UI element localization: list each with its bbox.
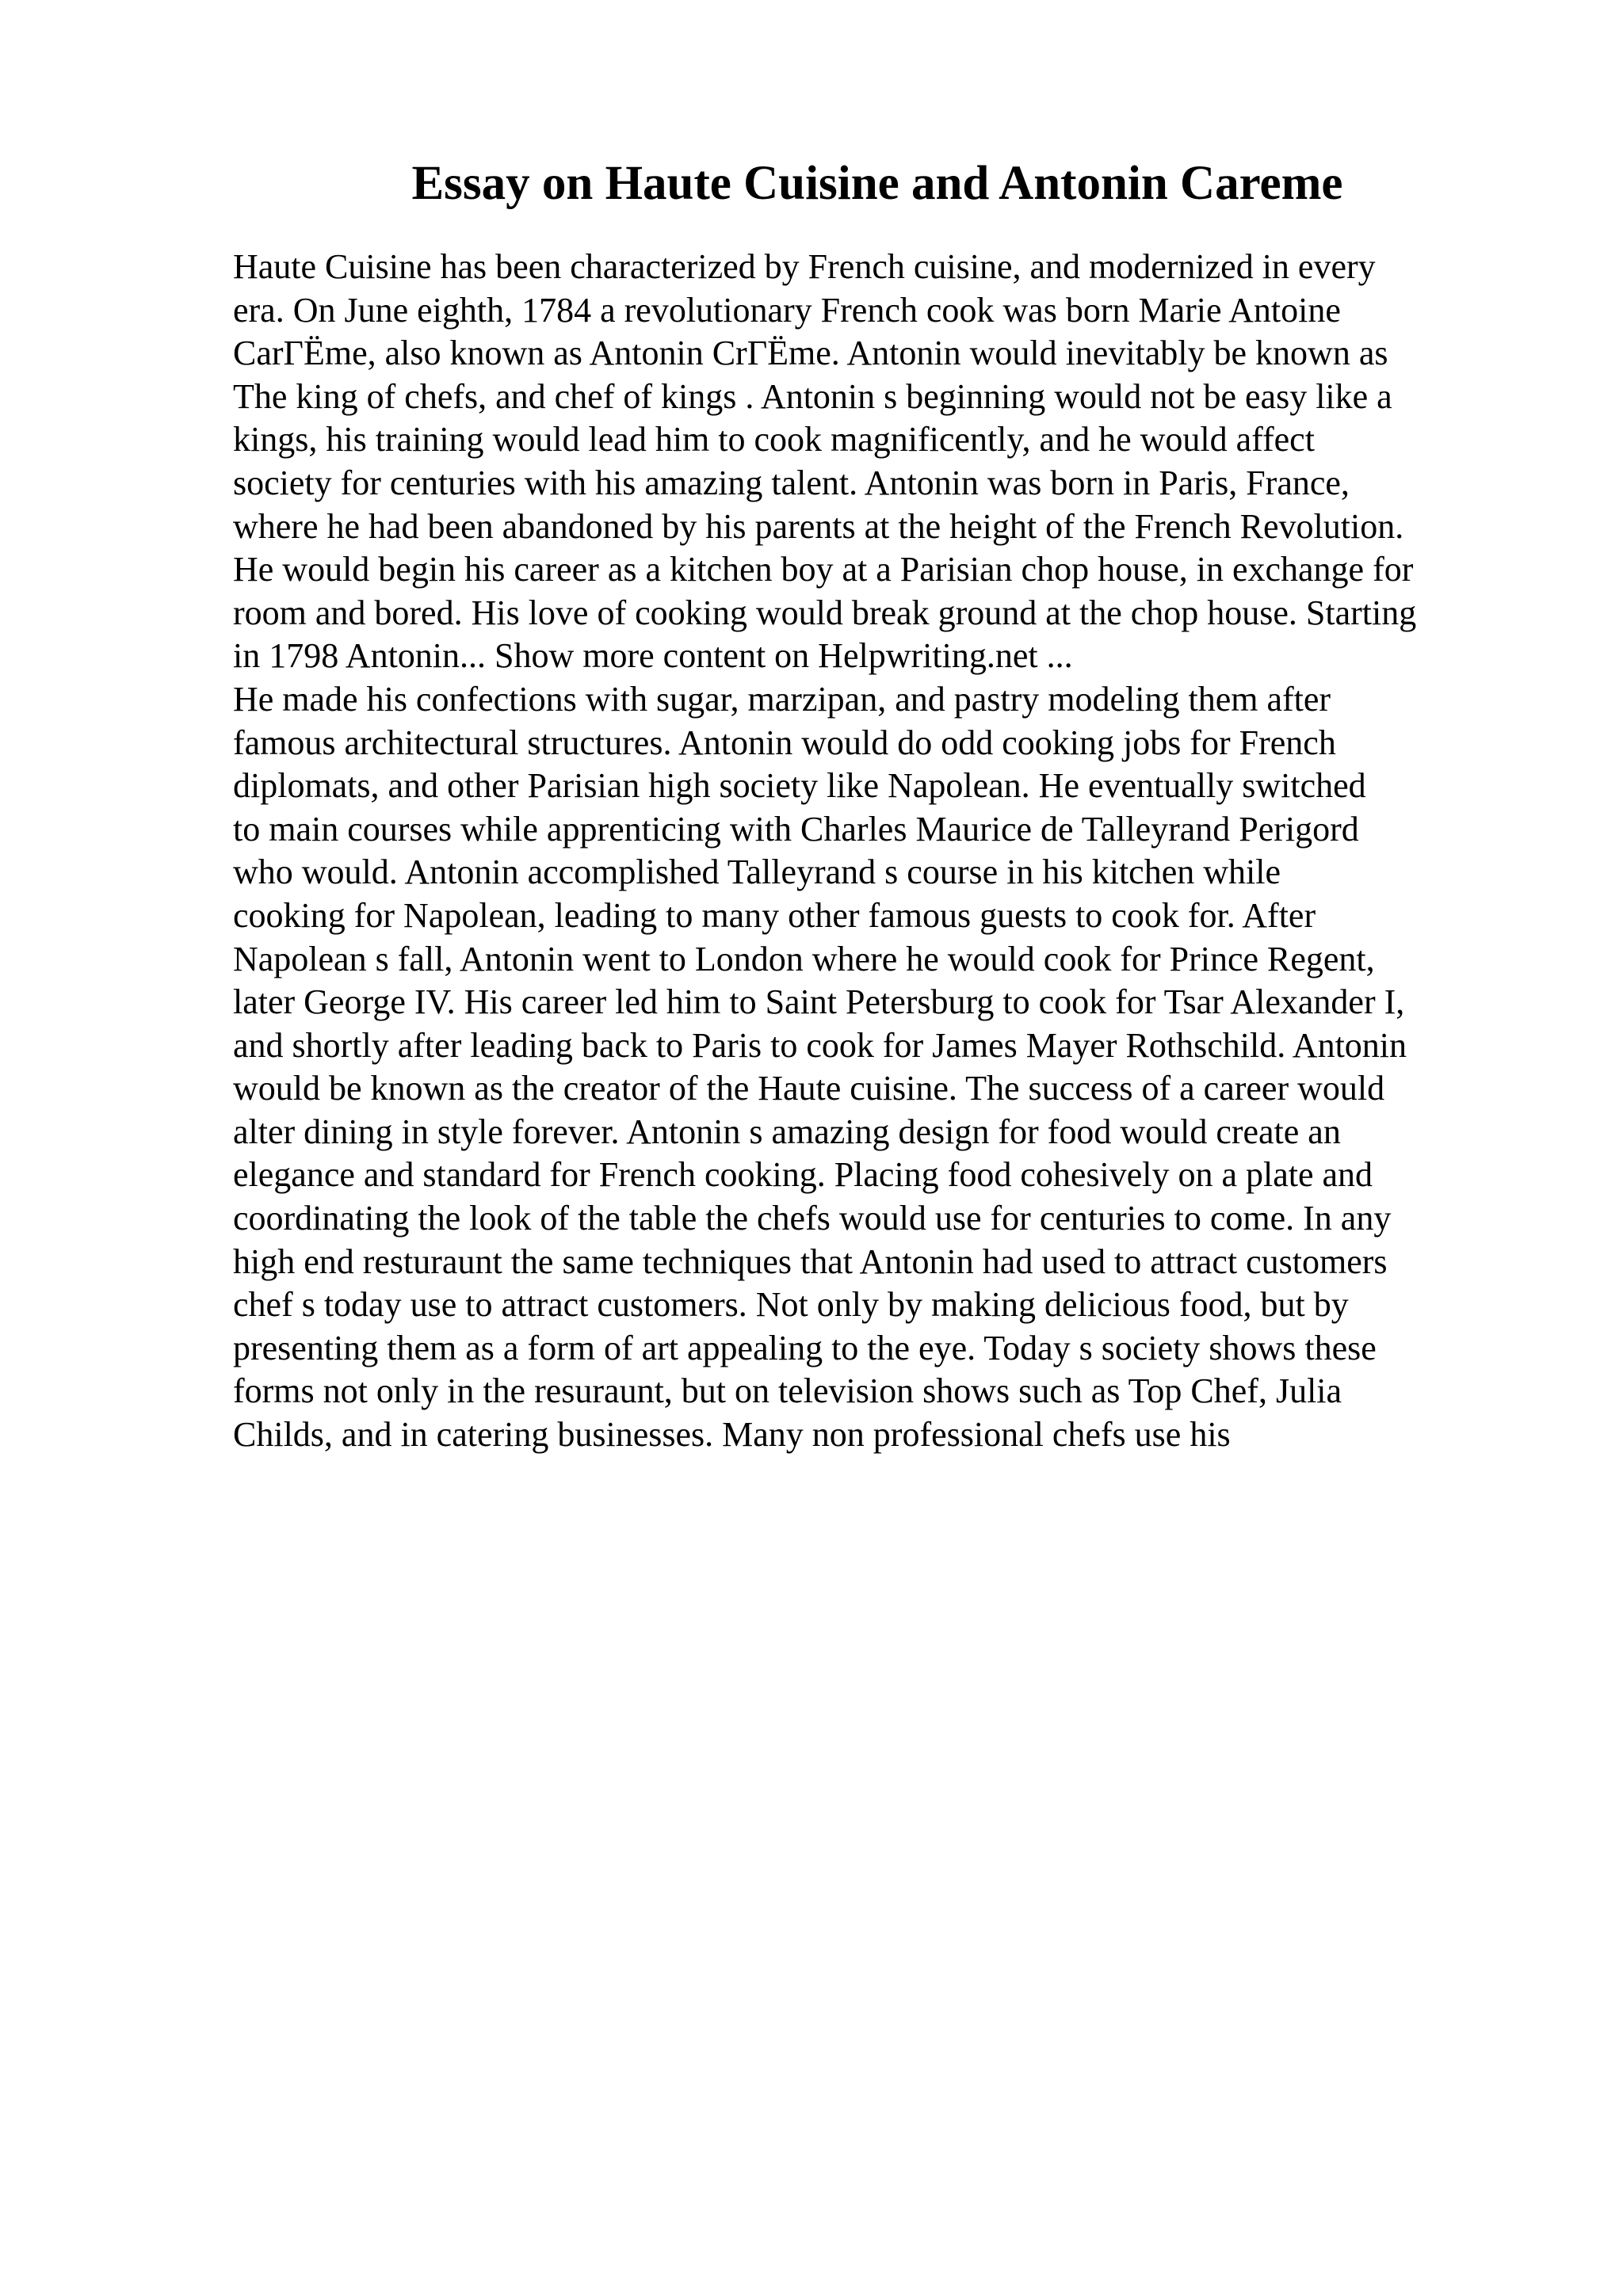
text-line: to main courses while apprenticing with Charles Maurice de Talleyrand Perigord — [233, 809, 1359, 849]
text-line: forms not only in the resuraunt, but on television shows such as Top Chef, Julia — [233, 1371, 1342, 1411]
text-line: who would. Antonin accomplished Talleyrand s course in his kitchen while — [233, 852, 1281, 892]
text-line: He would begin his career as a kitchen boy at a Parisian chop house, in exchange for — [233, 550, 1414, 589]
text-line: cooking for Napolean, leading to many other famous guests to cook for. After — [233, 895, 1316, 935]
text-line: later George IV. His career led him to Saint Petersburg to cook for Tsar Alexander I, — [233, 982, 1405, 1022]
text-line: famous architectural structures. Antonin would do odd cooking jobs for French — [233, 723, 1336, 762]
text-line: He made his confections with sugar, marzipan, and pastry modeling them after — [233, 679, 1331, 719]
text-line: elegance and standard for French cooking. Placing food cohesively on a plate and — [233, 1155, 1373, 1195]
text-line: presenting them as a form of art appealing to the eye. Today s society shows these — [233, 1328, 1377, 1367]
text-line: chef s today use to attract customers. Not only by making delicious food, but by — [233, 1285, 1349, 1325]
text-line: CarГЁme, also known as Antonin CrГЁme. Antonin would inevitably be known as — [233, 334, 1388, 373]
text-line: Childs, and in catering businesses. Many non professional chefs use his — [233, 1415, 1231, 1455]
document-title: Essay on Haute Cuisine and Antonin Careme — [411, 157, 1343, 210]
text-line: kings, his training would lead him to cook magnificently, and he would affect — [233, 420, 1315, 460]
text-line: society for centuries with his amazing talent. Antonin was born in Paris, France, — [233, 463, 1350, 502]
text-line: Napolean s fall, Antonin went to London where he would cook for Prince Regent, — [233, 939, 1375, 978]
text-line: room and bored. His love of cooking would break ground at the chop house. Starting — [233, 593, 1417, 632]
text-line: Haute Cuisine has been characterized by French cuisine, and modernized in every — [233, 247, 1376, 286]
text-line: The king of chefs, and chef of kings . Antonin s beginning would not be easy like a — [233, 376, 1392, 416]
text-line: coordinating the look of the table the chefs would use for centuries to come. In any — [233, 1199, 1392, 1238]
text-line: would be known as the creator of the Haute cuisine. The success of a career would — [233, 1069, 1385, 1108]
text-line: era. On June eighth, 1784 a revolutionary French cook was born Marie Antoine — [233, 290, 1341, 330]
text-line: where he had been abandoned by his parents at the height of the French Revolution. — [233, 506, 1404, 546]
essay-body — [233, 246, 1596, 1457]
text-line: in 1798 Antonin... Show more content on Helpwriting.net ... — [233, 636, 1073, 676]
text-line: high end resturaunt the same techniques that Antonin had used to attract customers — [233, 1241, 1388, 1281]
text-line: alter dining in style forever. Antonin s amazing design for food would create an — [233, 1112, 1341, 1151]
text-line: diplomats, and other Parisian high society like Napolean. He eventually switched — [233, 766, 1366, 806]
text-line: and shortly after leading back to Paris to cook for James Mayer Rothschild. Antonin — [233, 1025, 1407, 1065]
